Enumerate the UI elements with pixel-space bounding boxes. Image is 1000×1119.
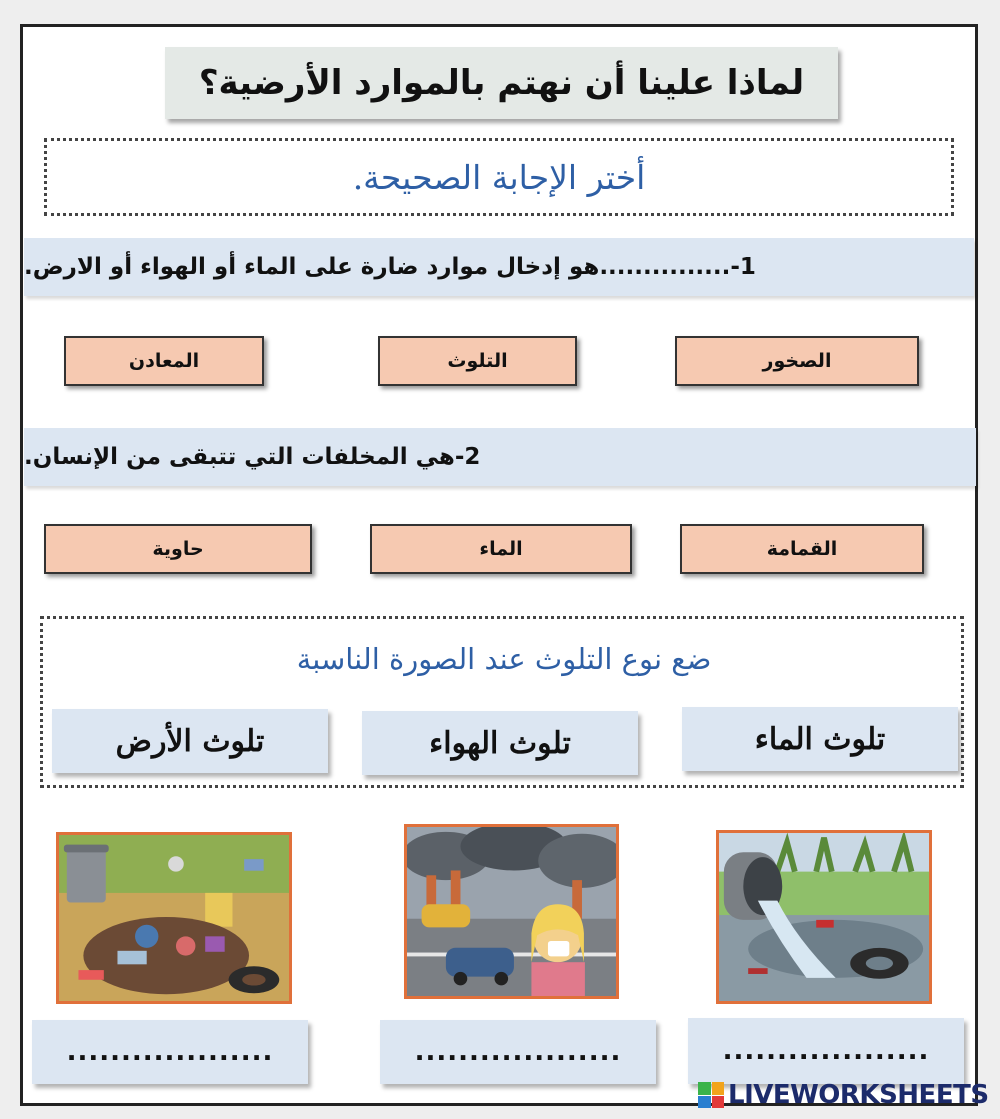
q1-option-rocks[interactable]: الصخور	[675, 336, 919, 386]
answer-field-land[interactable]: ...................	[32, 1020, 308, 1084]
liveworksheets-logo-icon	[698, 1082, 724, 1108]
pollution-type-air[interactable]: تلوث الهواء	[362, 711, 638, 775]
land-pollution-picture	[56, 832, 292, 1004]
question-1: 1-...............هو إدخال موارد ضارة على الماء أو الهواء أو الارض.	[24, 238, 974, 296]
q2-option-water[interactable]: الماء	[370, 524, 632, 574]
answer-field-water[interactable]: ...................	[688, 1018, 964, 1084]
worksheet-title: لماذا علينا أن نهتم بالموارد الأرضية؟	[165, 47, 838, 119]
question-2: 2-هي المخلفات التي تتبقى من الإنسان.	[24, 428, 976, 486]
water-pollution-picture	[716, 830, 932, 1004]
liveworksheets-watermark	[698, 1080, 989, 1110]
pollution-type-water[interactable]: تلوث الماء	[682, 707, 958, 771]
q2-option-garbage[interactable]: القمامة	[680, 524, 924, 574]
answer-field-air[interactable]: ...................	[380, 1020, 656, 1084]
q1-option-pollution[interactable]: التلوث	[378, 336, 577, 386]
watermark-text: LIVEWORKSHEETS	[728, 1080, 989, 1110]
air-pollution-picture	[404, 824, 619, 999]
instruction-choose: أختر الإجابة الصحيحة.	[44, 138, 954, 216]
instruction-place: ضع نوع التلوث عند الصورة الناسبة	[296, 642, 712, 676]
q2-option-container[interactable]: حاوية	[44, 524, 312, 574]
q1-option-minerals[interactable]: المعادن	[64, 336, 264, 386]
pollution-type-land[interactable]: تلوث الأرض	[52, 709, 328, 773]
